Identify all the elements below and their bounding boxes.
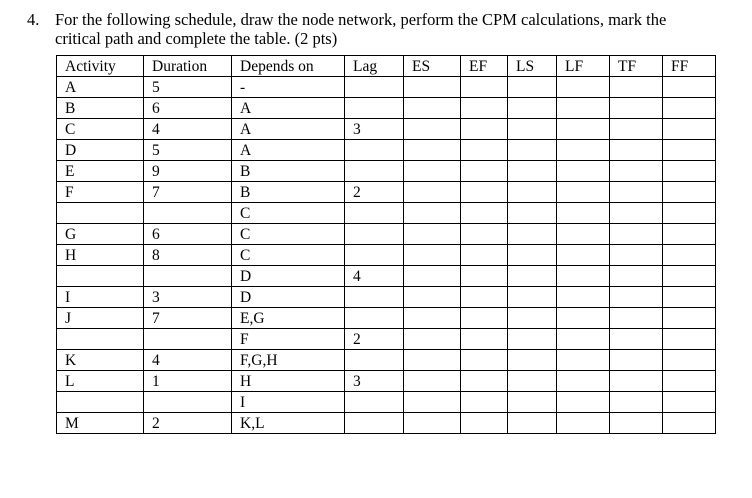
empty-cell-ff bbox=[663, 77, 716, 98]
empty-cell-ff bbox=[663, 350, 716, 371]
empty-cell-es bbox=[404, 77, 461, 98]
empty-cell-es bbox=[404, 371, 461, 392]
empty-cell-ff bbox=[663, 392, 716, 413]
empty-cell-tf bbox=[610, 77, 663, 98]
empty-cell-ff bbox=[663, 329, 716, 350]
empty-cell-ls bbox=[508, 350, 557, 371]
empty-cell-es bbox=[404, 245, 461, 266]
column-header-ef: EF bbox=[461, 56, 508, 77]
cell-lag bbox=[345, 161, 404, 182]
empty-cell-ls bbox=[508, 287, 557, 308]
cell-lag bbox=[345, 203, 404, 224]
table-row bbox=[57, 266, 716, 287]
empty-cell-tf bbox=[610, 329, 663, 350]
cell-activity: B bbox=[57, 98, 144, 119]
cell-lag: 3 bbox=[345, 119, 404, 140]
cell-activity bbox=[57, 392, 144, 413]
empty-cell-ef bbox=[461, 77, 508, 98]
cell-lag bbox=[345, 77, 404, 98]
table-row bbox=[57, 371, 716, 392]
cell-depends-on: I bbox=[232, 392, 345, 413]
cell-activity bbox=[57, 203, 144, 224]
empty-cell-ls bbox=[508, 224, 557, 245]
empty-cell-tf bbox=[610, 308, 663, 329]
empty-cell-tf bbox=[610, 413, 663, 434]
cell-duration: 5 bbox=[144, 77, 232, 98]
empty-cell-ef bbox=[461, 140, 508, 161]
table-row bbox=[57, 98, 716, 119]
column-header-lf: LF bbox=[557, 56, 610, 77]
cell-depends-on: H bbox=[232, 371, 345, 392]
cell-activity bbox=[57, 329, 144, 350]
empty-cell-es bbox=[404, 308, 461, 329]
empty-cell-lf bbox=[557, 98, 610, 119]
cell-activity: L bbox=[57, 371, 144, 392]
table-row bbox=[57, 413, 716, 434]
empty-cell-es bbox=[404, 161, 461, 182]
cell-lag: 2 bbox=[345, 182, 404, 203]
cell-activity: J bbox=[57, 308, 144, 329]
empty-cell-tf bbox=[610, 245, 663, 266]
cell-depends-on: - bbox=[232, 77, 345, 98]
empty-cell-ls bbox=[508, 371, 557, 392]
column-header-es: ES bbox=[404, 56, 461, 77]
cell-lag bbox=[345, 413, 404, 434]
column-header-depends-on: Depends on bbox=[232, 56, 345, 77]
empty-cell-lf bbox=[557, 140, 610, 161]
table-row bbox=[57, 182, 716, 203]
cell-depends-on: C bbox=[232, 203, 345, 224]
empty-cell-es bbox=[404, 224, 461, 245]
cell-duration: 4 bbox=[144, 119, 232, 140]
table-row bbox=[57, 161, 716, 182]
empty-cell-ef bbox=[461, 287, 508, 308]
cell-duration bbox=[144, 329, 232, 350]
empty-cell-ff bbox=[663, 245, 716, 266]
empty-cell-ef bbox=[461, 182, 508, 203]
cell-activity bbox=[57, 266, 144, 287]
empty-cell-lf bbox=[557, 119, 610, 140]
empty-cell-ff bbox=[663, 266, 716, 287]
empty-cell-lf bbox=[557, 266, 610, 287]
empty-cell-ff bbox=[663, 413, 716, 434]
cell-depends-on: B bbox=[232, 161, 345, 182]
empty-cell-lf bbox=[557, 308, 610, 329]
cell-lag bbox=[345, 245, 404, 266]
cell-lag: 2 bbox=[345, 329, 404, 350]
empty-cell-es bbox=[404, 98, 461, 119]
empty-cell-ef bbox=[461, 392, 508, 413]
empty-cell-lf bbox=[557, 329, 610, 350]
cell-lag bbox=[345, 140, 404, 161]
empty-cell-ff bbox=[663, 140, 716, 161]
question-number: 4. bbox=[27, 10, 40, 29]
cell-activity: K bbox=[57, 350, 144, 371]
empty-cell-tf bbox=[610, 98, 663, 119]
empty-cell-tf bbox=[610, 119, 663, 140]
table-row bbox=[57, 119, 716, 140]
cell-duration bbox=[144, 392, 232, 413]
empty-cell-tf bbox=[610, 266, 663, 287]
empty-cell-ff bbox=[663, 98, 716, 119]
empty-cell-es bbox=[404, 119, 461, 140]
column-header-ls: LS bbox=[508, 56, 557, 77]
empty-cell-ls bbox=[508, 308, 557, 329]
empty-cell-tf bbox=[610, 161, 663, 182]
empty-cell-ef bbox=[461, 98, 508, 119]
table-row bbox=[57, 203, 716, 224]
table-row bbox=[57, 308, 716, 329]
empty-cell-es bbox=[404, 413, 461, 434]
empty-cell-ls bbox=[508, 329, 557, 350]
empty-cell-lf bbox=[557, 392, 610, 413]
cell-lag bbox=[345, 350, 404, 371]
empty-cell-tf bbox=[610, 140, 663, 161]
empty-cell-tf bbox=[610, 392, 663, 413]
cell-activity: D bbox=[57, 140, 144, 161]
empty-cell-lf bbox=[557, 350, 610, 371]
empty-cell-es bbox=[404, 287, 461, 308]
cell-depends-on: C bbox=[232, 224, 345, 245]
cell-depends-on: D bbox=[232, 266, 345, 287]
cell-duration: 1 bbox=[144, 371, 232, 392]
table-row bbox=[57, 287, 716, 308]
cell-lag bbox=[345, 98, 404, 119]
cell-activity: G bbox=[57, 224, 144, 245]
cell-depends-on: F,G,H bbox=[232, 350, 345, 371]
cpm-table bbox=[56, 55, 716, 434]
empty-cell-ef bbox=[461, 329, 508, 350]
cell-duration: 7 bbox=[144, 308, 232, 329]
empty-cell-es bbox=[404, 182, 461, 203]
empty-cell-lf bbox=[557, 161, 610, 182]
empty-cell-ef bbox=[461, 161, 508, 182]
empty-cell-lf bbox=[557, 413, 610, 434]
question-text-line2: critical path and complete the table. (2 pts) bbox=[55, 29, 338, 48]
cell-duration: 5 bbox=[144, 140, 232, 161]
empty-cell-ff bbox=[663, 224, 716, 245]
cell-duration: 4 bbox=[144, 350, 232, 371]
question-text-line1: For the following schedule, draw the node network, perform the CPM calculations, mark the bbox=[55, 10, 667, 29]
table-row bbox=[57, 392, 716, 413]
empty-cell-ff bbox=[663, 287, 716, 308]
cell-duration: 3 bbox=[144, 287, 232, 308]
empty-cell-lf bbox=[557, 203, 610, 224]
cell-depends-on: E,G bbox=[232, 308, 345, 329]
empty-cell-ls bbox=[508, 77, 557, 98]
column-header-duration: Duration bbox=[144, 56, 232, 77]
empty-cell-ls bbox=[508, 161, 557, 182]
table-row bbox=[57, 224, 716, 245]
empty-cell-ls bbox=[508, 266, 557, 287]
cell-activity: H bbox=[57, 245, 144, 266]
cell-duration: 9 bbox=[144, 161, 232, 182]
empty-cell-lf bbox=[557, 371, 610, 392]
empty-cell-ls bbox=[508, 413, 557, 434]
column-header-tf: TF bbox=[610, 56, 663, 77]
empty-cell-ff bbox=[663, 308, 716, 329]
cell-duration: 8 bbox=[144, 245, 232, 266]
table-row bbox=[57, 350, 716, 371]
empty-cell-ef bbox=[461, 224, 508, 245]
cell-activity: C bbox=[57, 119, 144, 140]
empty-cell-tf bbox=[610, 350, 663, 371]
cell-lag: 4 bbox=[345, 266, 404, 287]
empty-cell-lf bbox=[557, 245, 610, 266]
empty-cell-ff bbox=[663, 119, 716, 140]
cell-depends-on: C bbox=[232, 245, 345, 266]
empty-cell-ef bbox=[461, 119, 508, 140]
empty-cell-ef bbox=[461, 413, 508, 434]
empty-cell-ff bbox=[663, 161, 716, 182]
cell-duration: 6 bbox=[144, 224, 232, 245]
cell-depends-on: D bbox=[232, 287, 345, 308]
empty-cell-ls bbox=[508, 182, 557, 203]
empty-cell-ef bbox=[461, 371, 508, 392]
table-row bbox=[57, 245, 716, 266]
empty-cell-ff bbox=[663, 371, 716, 392]
empty-cell-tf bbox=[610, 182, 663, 203]
column-header-lag: Lag bbox=[345, 56, 404, 77]
empty-cell-ls bbox=[508, 119, 557, 140]
empty-cell-lf bbox=[557, 287, 610, 308]
cell-depends-on: B bbox=[232, 182, 345, 203]
empty-cell-es bbox=[404, 392, 461, 413]
empty-cell-es bbox=[404, 350, 461, 371]
empty-cell-lf bbox=[557, 77, 610, 98]
empty-cell-ef bbox=[461, 245, 508, 266]
empty-cell-ls bbox=[508, 98, 557, 119]
empty-cell-ls bbox=[508, 245, 557, 266]
empty-cell-ls bbox=[508, 392, 557, 413]
cell-depends-on: A bbox=[232, 98, 345, 119]
empty-cell-ff bbox=[663, 203, 716, 224]
empty-cell-tf bbox=[610, 203, 663, 224]
column-header-ff: FF bbox=[663, 56, 716, 77]
cell-activity: I bbox=[57, 287, 144, 308]
empty-cell-ef bbox=[461, 350, 508, 371]
cell-duration: 6 bbox=[144, 98, 232, 119]
empty-cell-tf bbox=[610, 224, 663, 245]
cell-lag bbox=[345, 224, 404, 245]
table-row bbox=[57, 140, 716, 161]
column-header-activity: Activity bbox=[57, 56, 144, 77]
cell-depends-on: F bbox=[232, 329, 345, 350]
table-row bbox=[57, 77, 716, 98]
cell-duration: 2 bbox=[144, 413, 232, 434]
cell-activity: A bbox=[57, 77, 144, 98]
cell-depends-on: A bbox=[232, 119, 345, 140]
cell-activity: F bbox=[57, 182, 144, 203]
cell-activity: M bbox=[57, 413, 144, 434]
empty-cell-es bbox=[404, 140, 461, 161]
table-row bbox=[57, 329, 716, 350]
empty-cell-lf bbox=[557, 224, 610, 245]
empty-cell-es bbox=[404, 203, 461, 224]
cell-lag bbox=[345, 308, 404, 329]
cell-duration bbox=[144, 203, 232, 224]
empty-cell-ef bbox=[461, 266, 508, 287]
cell-depends-on: A bbox=[232, 140, 345, 161]
cell-duration bbox=[144, 266, 232, 287]
empty-cell-ff bbox=[663, 182, 716, 203]
cell-activity: E bbox=[57, 161, 144, 182]
cell-depends-on: K,L bbox=[232, 413, 345, 434]
empty-cell-es bbox=[404, 266, 461, 287]
empty-cell-tf bbox=[610, 371, 663, 392]
empty-cell-ls bbox=[508, 140, 557, 161]
cell-lag bbox=[345, 287, 404, 308]
cell-lag: 3 bbox=[345, 371, 404, 392]
empty-cell-ef bbox=[461, 308, 508, 329]
empty-cell-ef bbox=[461, 203, 508, 224]
cell-duration: 7 bbox=[144, 182, 232, 203]
empty-cell-es bbox=[404, 329, 461, 350]
empty-cell-ls bbox=[508, 203, 557, 224]
empty-cell-lf bbox=[557, 182, 610, 203]
empty-cell-tf bbox=[610, 287, 663, 308]
cell-lag bbox=[345, 392, 404, 413]
